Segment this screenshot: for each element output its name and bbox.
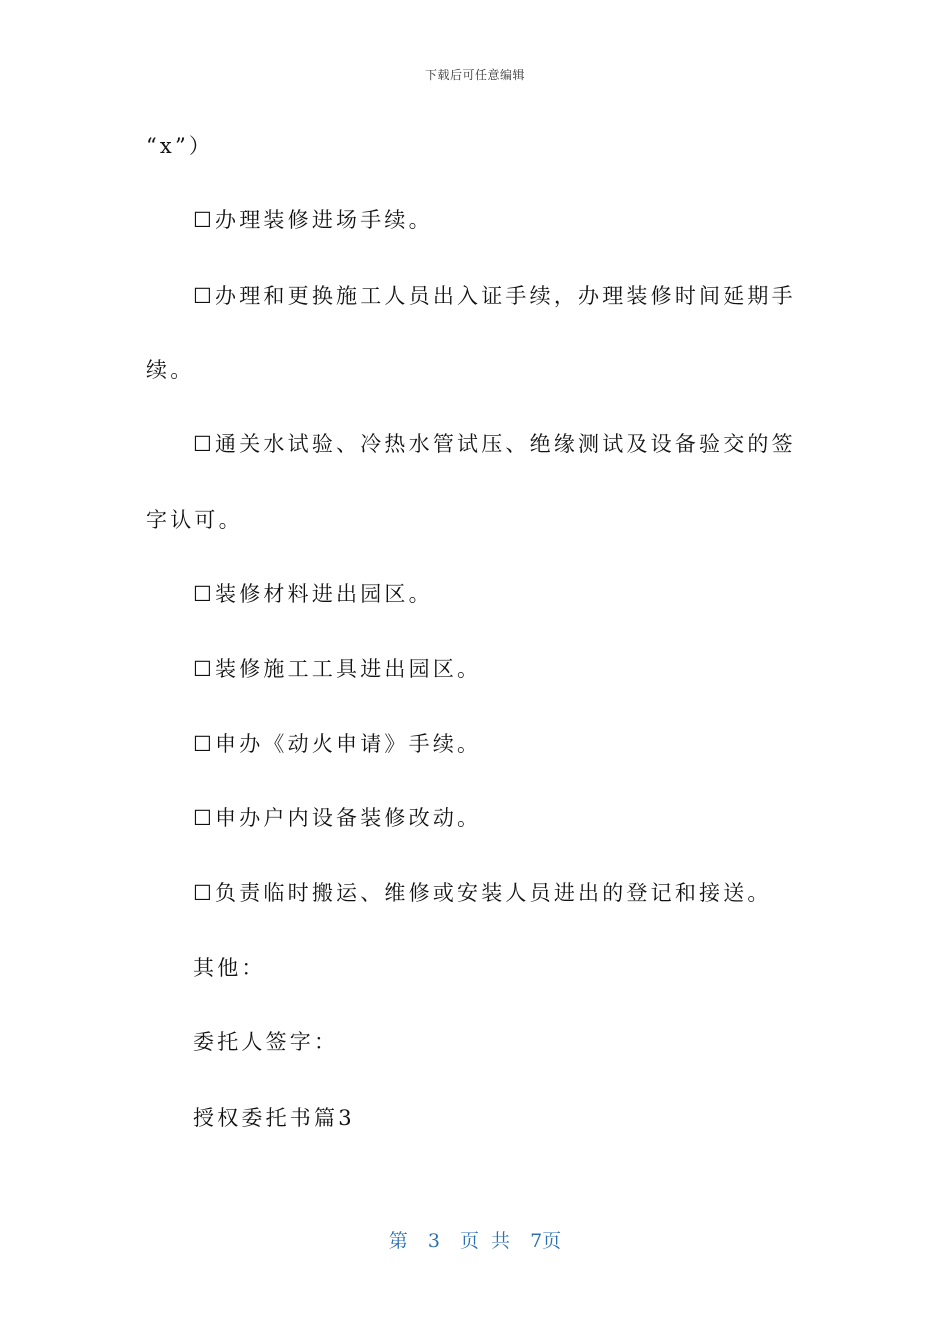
other-label: 其他： [193, 956, 266, 980]
checklist-item-equipment-changes: ☐申办户内设备装修改动。 [193, 806, 482, 830]
page-footer [0, 1226, 950, 1253]
footer-total: 7页 [530, 1230, 562, 1252]
footer-page-number: 3 [427, 1230, 440, 1252]
text-line-1: “x”） [146, 134, 214, 158]
checklist-item-materials: ☐装修材料进出园区。 [193, 582, 433, 606]
footer-prefix: 第 [388, 1230, 408, 1252]
page-header: 下载后可任意编辑 [424, 68, 525, 82]
text-line-continuation-2: 字认可。 [146, 508, 243, 532]
signature-label: 委托人签字： [193, 1030, 339, 1054]
section-heading: 授权委托书篇3 [193, 1106, 355, 1130]
checklist-item-hot-work: ☐申办《动火申请》手续。 [193, 732, 482, 756]
checklist-item-tools: ☐装修施工工具进出园区。 [193, 657, 482, 681]
checklist-item-entry-procedures: ☐办理装修进场手续。 [193, 208, 433, 232]
checklist-item-testing-signoff: ☐通关水试验、冷热水管试压、绝缘测试及设备验交的签 [193, 432, 796, 456]
text-line-continuation-1: 续。 [146, 358, 195, 382]
checklist-item-pass-procedures: ☐办理和更换施工人员出入证手续，办理装修时间延期手 [193, 284, 796, 308]
checklist-item-personnel-registration: ☐负责临时搬运、维修或安装人员进出的登记和接送。 [193, 881, 772, 905]
footer-middle: 页 共 [460, 1230, 511, 1252]
